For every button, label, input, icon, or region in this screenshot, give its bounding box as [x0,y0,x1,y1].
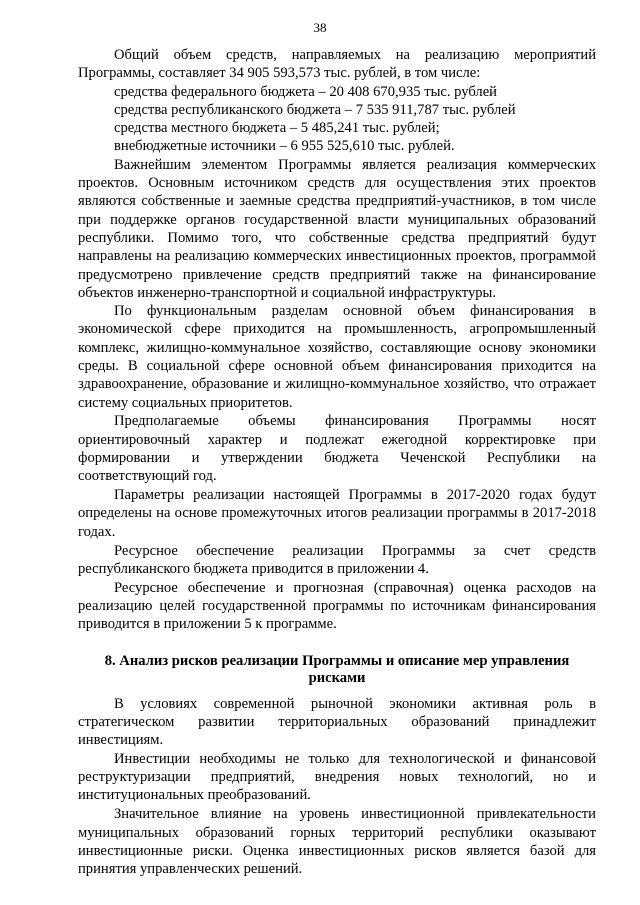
paragraph-resource-forecast: Ресурсное обеспечение и прогнозная (справочная) оценка расходов на реализацию целей государственной программы по источникам финансирования приводится в приложении 5 к программе. [78,579,596,633]
financing-item-extrabudgetary: внебюджетные источники – 6 955 525,610 тыс. рублей. [114,138,455,155]
paragraph-risk-influence: Значительное влияние на уровень инвестиционной привлекательности муниципальных образований горных территорий республики оказывают инвестиционные риски. Оценка инвестиционных рисков является базой для принятия управленческих решений. [78,806,596,878]
financing-item-federal: средства федерального бюджета – 20 408 670,935 тыс. рублей [114,83,497,100]
paragraph-estimated-volumes: Предполагаемые объемы финансирования Программы носят ориентировочный характер и подлежат ежегодной корректировке при формировании и утверждении бюджета Чеченской Республики на соответствующий год. [78,413,596,485]
paragraph-risk-investments: Инвестиции необходимы не только для технологической и финансовой реструктуризации предприятий, внедрения новых технологий, но и институциональных преобразований. [78,750,596,804]
paragraph-resource-republican: Ресурсное обеспечение реализации Программы за счет средств республиканского бюджета приводится в приложении 4. [78,542,596,577]
financing-intro: Общий объем средств, направляемых на реализацию мероприятий Программы, составляет 34 905 593,573 тыс. рублей, в том числе: [78,47,596,82]
paragraph-risk-market: В условиях современной рыночной экономики активная роль в стратегическом развитии территориальных образований принадлежит инвестициям. [78,695,596,749]
financing-item-local: средства местного бюджета – 5 485,241 тыс. рублей; [114,120,440,137]
paragraph-parameters: Параметры реализации настоящей Программы в 2017-2020 годах будут определены на основе промежуточных итогов реализации программы в 2017-2018 годах. [78,487,596,540]
financing-item-republican: средства республиканского бюджета – 7 535 911,787 тыс. рублей [114,101,516,118]
paragraph-commercial-projects: Важнейшим элементом Программы является реализация коммерческих проектов. Основным источником средств для осуществления этих проектов являются собственные и заемные средства предприятий-участников, в том числе при поддержке органов государственной власти муниципальных образований республики. Помимо того, что собственные средства предприятий будут направлены на реализацию коммерческих инвестиционных проектов, программой предусмотрено привлечение средств предприятий также на финансирование объектов инженерно-транспортной и социальной инфраструктуры. [78,156,596,301]
page-number: 38 [313,20,327,35]
paragraph-functional-sections: По функциональным разделам основной объем финансирования в экономической сфере приходится на промышленность, агропромышленный комплекс, жилищно-коммунальное хозяйство, составляющие основу экономики среды. В социальной сфере основной объем финансирования приходится на здравоохранение, образование и жилищно-коммунальное хозяйство, что отражает систему социальных приоритетов. [78,303,596,411]
document-body [78,46,596,878]
section-heading: 8. Анализ рисков реализации Программы и описание мер управления рисками [104,652,570,686]
